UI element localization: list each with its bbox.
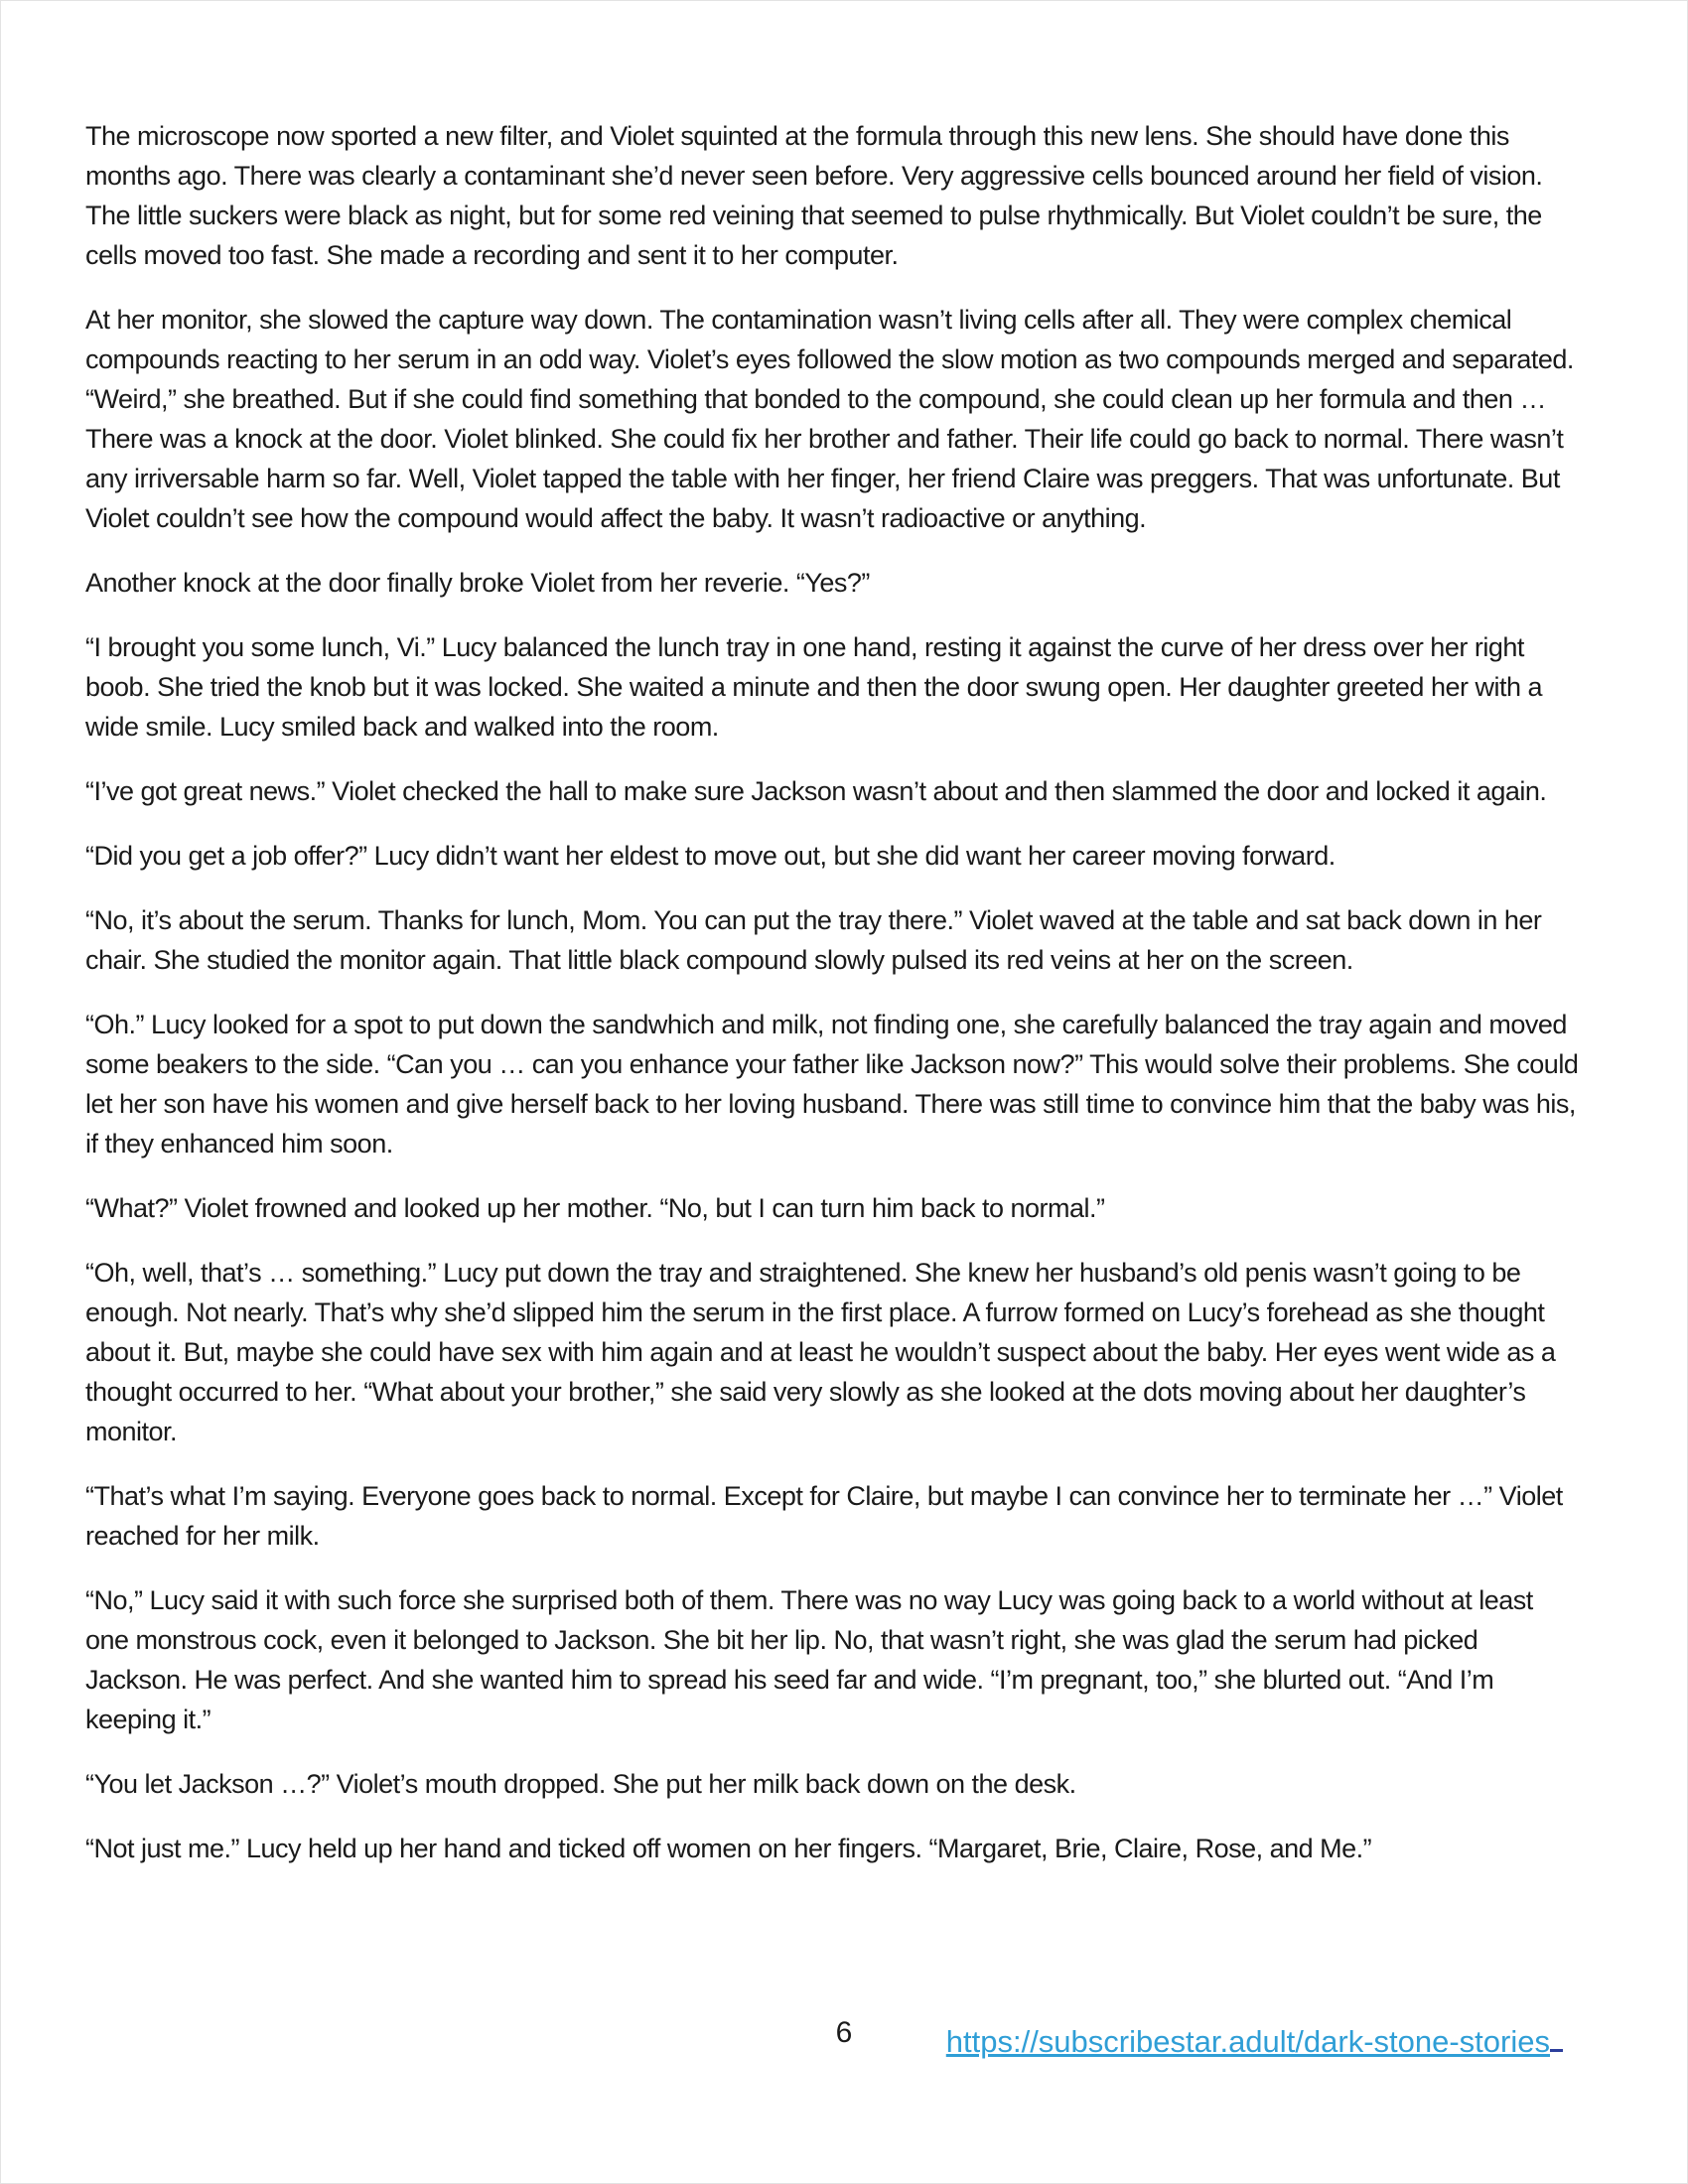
paragraph-2: At her monitor, she slowed the capture way down. The contamination wasn’t living cells after all. They were complex chemical compounds reacting to her serum in an odd way. Violet’s eyes followed the slow motion as two compounds merged and separated. “Weird,” she breathed. But if she could find something that bonded to the compound, she could clean up her formula and then … There was a knock at the door. Violet blinked. She could fix her brother and father. Their life could go back to normal. There wasn’t any irriversable harm so far. Well, Violet tapped the table with her finger, her friend Claire was preggers. That was unfortunate. But Violet couldn’t see how the compound would affect the baby. It wasn’t radioactive or anything. xyxy=(85,305,1574,533)
footer-link-area xyxy=(946,2012,1563,2060)
paragraph-8: “Oh.” Lucy looked for a spot to put down the sandwhich and milk, not finding one, she carefully balanced the tray again and moved some beakers to the side. “Can you … can you enhance your father like Jackson now?” This would solve their problems. She could let her son have his women and give herself back to her loving husband. There was still time to convince him that the baby was his, if they enhanced him soon. xyxy=(85,1010,1579,1159)
page-footer xyxy=(1,2012,1687,2068)
paragraph-10: “Oh, well, that’s … something.” Lucy put down the tray and straightened. She knew her husband’s old penis wasn’t going to be enough. Not nearly. That’s why she’d slipped him the serum in the first place. A furrow formed on Lucy’s forehead as she thought about it. But, maybe she could have sex with him again and at least he wouldn’t suspect about the baby. Her eyes went wide as a thought occurred to her. “What about your brother,” she said very slowly as she looked at the dots moving about her daughter’s monitor. xyxy=(85,1258,1556,1446)
paragraph-1: The microscope now sported a new filter, and Violet squinted at the formula through this new lens. She should have done this months ago. There was clearly a contaminant she’d never seen before. Very aggressive cells bounced around her field of vision. The little suckers were black as night, but for some red veining that seemed to pulse rhythmically. But Violet couldn’t be sure, the cells moved too fast. She made a recording and sent it to her computer. xyxy=(85,121,1543,270)
paragraph-12: “No,” Lucy said it with such force she surprised both of them. There was no way Lucy was going back to a world without at least one monstrous cock, even it belonged to Jackson. She bit her lip. No, that wasn’t right, she was glad the serum had picked Jackson. He was perfect. And she wanted him to spread his seed far and wide. “I’m pregnant, too,” she blurted out. “And I’m keeping it.” xyxy=(85,1585,1533,1734)
paragraph-6: “Did you get a job offer?” Lucy didn’t want her eldest to move out, but she did want her career moving forward. xyxy=(85,841,1336,871)
story-text-block xyxy=(85,116,1580,1893)
link-trailing-underline xyxy=(1550,2012,1563,2052)
paragraph-9: “What?” Violet frowned and looked up her mother. “No, but I can turn him back to normal.” xyxy=(85,1193,1105,1223)
paragraph-14: “Not just me.” Lucy held up her hand and ticked off women on her fingers. “Margaret, Brie, Claire, Rose, and Me.” xyxy=(85,1834,1372,1863)
paragraph-7: “No, it’s about the serum. Thanks for lunch, Mom. You can put the tray there.” Violet waved at the table and sat back down in her chair. She studied the monitor again. That little black compound slowly pulsed its red veins at her on the screen. xyxy=(85,905,1542,975)
paragraph-13: “You let Jackson …?” Violet’s mouth dropped. She put her milk back down on the desk. xyxy=(85,1769,1076,1799)
page-number: 6 xyxy=(835,2016,853,2049)
paragraph-4: “I brought you some lunch, Vi.” Lucy balanced the lunch tray in one hand, resting it against the curve of her dress over her right boob. She tried the knob but it was locked. She waited a minute and then the door swung open. Her daughter greeted her with a wide smile. Lucy smiled back and walked into the room. xyxy=(85,632,1542,742)
subscribestar-link[interactable]: https://subscribestar.adult/dark-stone-stories xyxy=(945,2024,1550,2059)
paragraph-11: “That’s what I’m saying. Everyone goes back to normal. Except for Claire, but maybe I can convince her to terminate her …” Violet reached for her milk. xyxy=(85,1481,1563,1551)
paragraph-5: “I’ve got great news.” Violet checked the hall to make sure Jackson wasn’t about and then slammed the door and locked it again. xyxy=(85,776,1547,806)
paragraph-3: Another knock at the door finally broke Violet from her reverie. “Yes?” xyxy=(85,568,870,598)
